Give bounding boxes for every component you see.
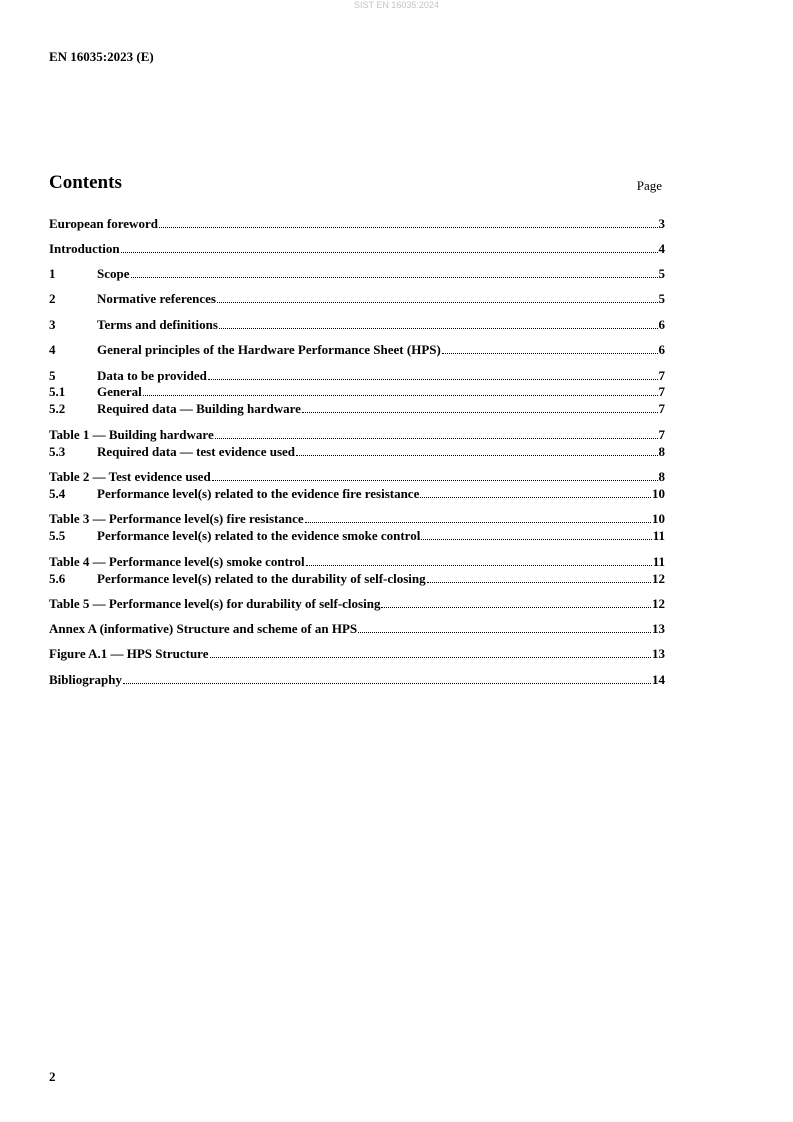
toc-entry[interactable]	[49, 445, 665, 459]
toc-leader-dots	[217, 292, 658, 303]
toc-entry-title: Table 5 — Performance level(s) for durability of self-closing	[49, 596, 381, 611]
toc-entry-number: 5.3	[49, 444, 66, 459]
toc-entry-title: Scope	[97, 266, 130, 281]
toc-entry-page: 11	[652, 528, 665, 543]
toc-entry[interactable]	[49, 470, 665, 484]
toc-entry-title: General principles of the Hardware Performance Sheet (HPS)	[97, 342, 441, 357]
toc-entry-page: 13	[652, 646, 665, 661]
toc-entry-page: 13	[652, 621, 665, 636]
toc-entry[interactable]	[49, 622, 665, 636]
toc-entry-title: European foreword	[49, 216, 158, 231]
toc-entry[interactable]	[49, 512, 665, 526]
toc-entry[interactable]	[49, 343, 665, 357]
toc-entry-page: 10	[652, 486, 665, 501]
toc-entry-title: Performance level(s) related to the evidence smoke control	[97, 528, 421, 543]
toc-entry-page: 8	[658, 469, 665, 484]
toc-entry-title: Figure A.1 — HPS Structure	[49, 646, 209, 661]
contents-title: Contents	[49, 172, 122, 193]
toc-leader-dots	[212, 470, 658, 481]
toc-entry[interactable]	[49, 529, 665, 543]
toc-leader-dots	[123, 673, 651, 684]
toc-entry-number: 5.6	[49, 571, 66, 586]
toc-entry[interactable]	[49, 267, 665, 281]
toc-leader-dots	[210, 647, 652, 658]
toc-entry-number: 4	[49, 342, 56, 357]
toc-entry-number: 5.1	[49, 384, 66, 399]
toc-leader-dots	[159, 217, 658, 228]
toc-entry-title: Bibliography	[49, 672, 122, 687]
toc-entry[interactable]	[49, 242, 665, 256]
toc-entry[interactable]	[49, 597, 665, 611]
toc-entry[interactable]	[49, 555, 665, 569]
toc-entry-number: 5.5	[49, 528, 66, 543]
toc-entry-title: Data to be provided	[97, 368, 207, 383]
toc-leader-dots	[219, 318, 658, 329]
toc-entry-title: Required data — test evidence used	[97, 444, 296, 459]
toc-entry-page: 7	[658, 427, 665, 442]
toc-entry-page: 3	[658, 216, 665, 231]
toc-entry-number: 5.4	[49, 486, 66, 501]
toc-entry-title: Annex A (informative) Structure and scheme of an HPS	[49, 621, 358, 636]
toc-entry[interactable]	[49, 402, 665, 416]
toc-entry[interactable]	[49, 428, 665, 442]
toc-entry-page: 12	[652, 596, 665, 611]
toc-entry-page: 7	[658, 401, 665, 416]
toc-entry-title: Performance level(s) related to the evidence fire resistance	[97, 486, 420, 501]
toc-entry-page: 6	[658, 342, 665, 357]
toc-leader-dots	[427, 572, 651, 583]
toc-entry-number: 3	[49, 317, 56, 332]
toc-entry-page: 8	[658, 444, 665, 459]
toc-leader-dots	[131, 267, 658, 278]
toc-entry-page: 11	[652, 554, 665, 569]
toc-entry-page: 12	[652, 571, 665, 586]
page-column-label: Page	[636, 178, 662, 193]
toc-entry-title: Table 4 — Performance level(s) smoke control	[49, 554, 305, 569]
toc-leader-dots	[143, 385, 658, 396]
toc-leader-dots	[215, 428, 658, 439]
toc-entry-number: 2	[49, 291, 56, 306]
toc-entry[interactable]	[49, 292, 665, 306]
toc-entry-number: 5	[49, 368, 56, 383]
toc-leader-dots	[121, 242, 658, 253]
toc-entry-page: 7	[658, 384, 665, 399]
toc-leader-dots	[381, 597, 651, 608]
toc-leader-dots	[302, 402, 658, 413]
toc-entry-title: Terms and definitions	[97, 317, 218, 332]
toc-leader-dots	[306, 555, 652, 566]
toc-entry-title: Required data — Building hardware	[97, 401, 301, 416]
toc-entry-page: 4	[658, 241, 665, 256]
toc-entry-page: 5	[658, 291, 665, 306]
document-id: EN 16035:2023 (E)	[49, 49, 154, 64]
toc-leader-dots	[208, 369, 658, 380]
toc-leader-dots	[442, 343, 658, 354]
toc-entry-title: Table 3 — Performance level(s) fire resistance	[49, 511, 304, 526]
page-number: 2	[49, 1069, 56, 1084]
toc-entry[interactable]	[49, 487, 665, 501]
toc-entry-number: 1	[49, 266, 56, 281]
toc-entry-page: 5	[658, 266, 665, 281]
toc-entry-number: 5.2	[49, 401, 66, 416]
toc-entry-title: Normative references	[97, 291, 216, 306]
toc-leader-dots	[358, 622, 651, 633]
toc-entry[interactable]	[49, 673, 665, 687]
toc-leader-dots	[296, 445, 657, 456]
toc-leader-dots	[421, 529, 651, 540]
toc-entry-title: General	[97, 384, 142, 399]
toc-entry-title: Introduction	[49, 241, 120, 256]
toc-entry[interactable]	[49, 369, 665, 383]
toc-leader-dots	[420, 487, 651, 498]
toc-entry-title: Table 1 — Building hardware	[49, 427, 214, 442]
toc-entry-title: Performance level(s) related to the durability of self-closing	[97, 571, 426, 586]
toc-entry[interactable]	[49, 572, 665, 586]
toc-entry[interactable]	[49, 217, 665, 231]
toc-entry[interactable]	[49, 385, 665, 399]
toc-entry[interactable]	[49, 647, 665, 661]
toc-entry-page: 10	[652, 511, 665, 526]
toc-entry-page: 7	[658, 368, 665, 383]
watermark: SIST EN 16035:2024	[354, 0, 439, 10]
toc-entry[interactable]	[49, 318, 665, 332]
toc-leader-dots	[305, 512, 651, 523]
toc-entry-title: Table 2 — Test evidence used	[49, 469, 211, 484]
toc-entry-page: 14	[652, 672, 665, 687]
toc-entry-page: 6	[658, 317, 665, 332]
